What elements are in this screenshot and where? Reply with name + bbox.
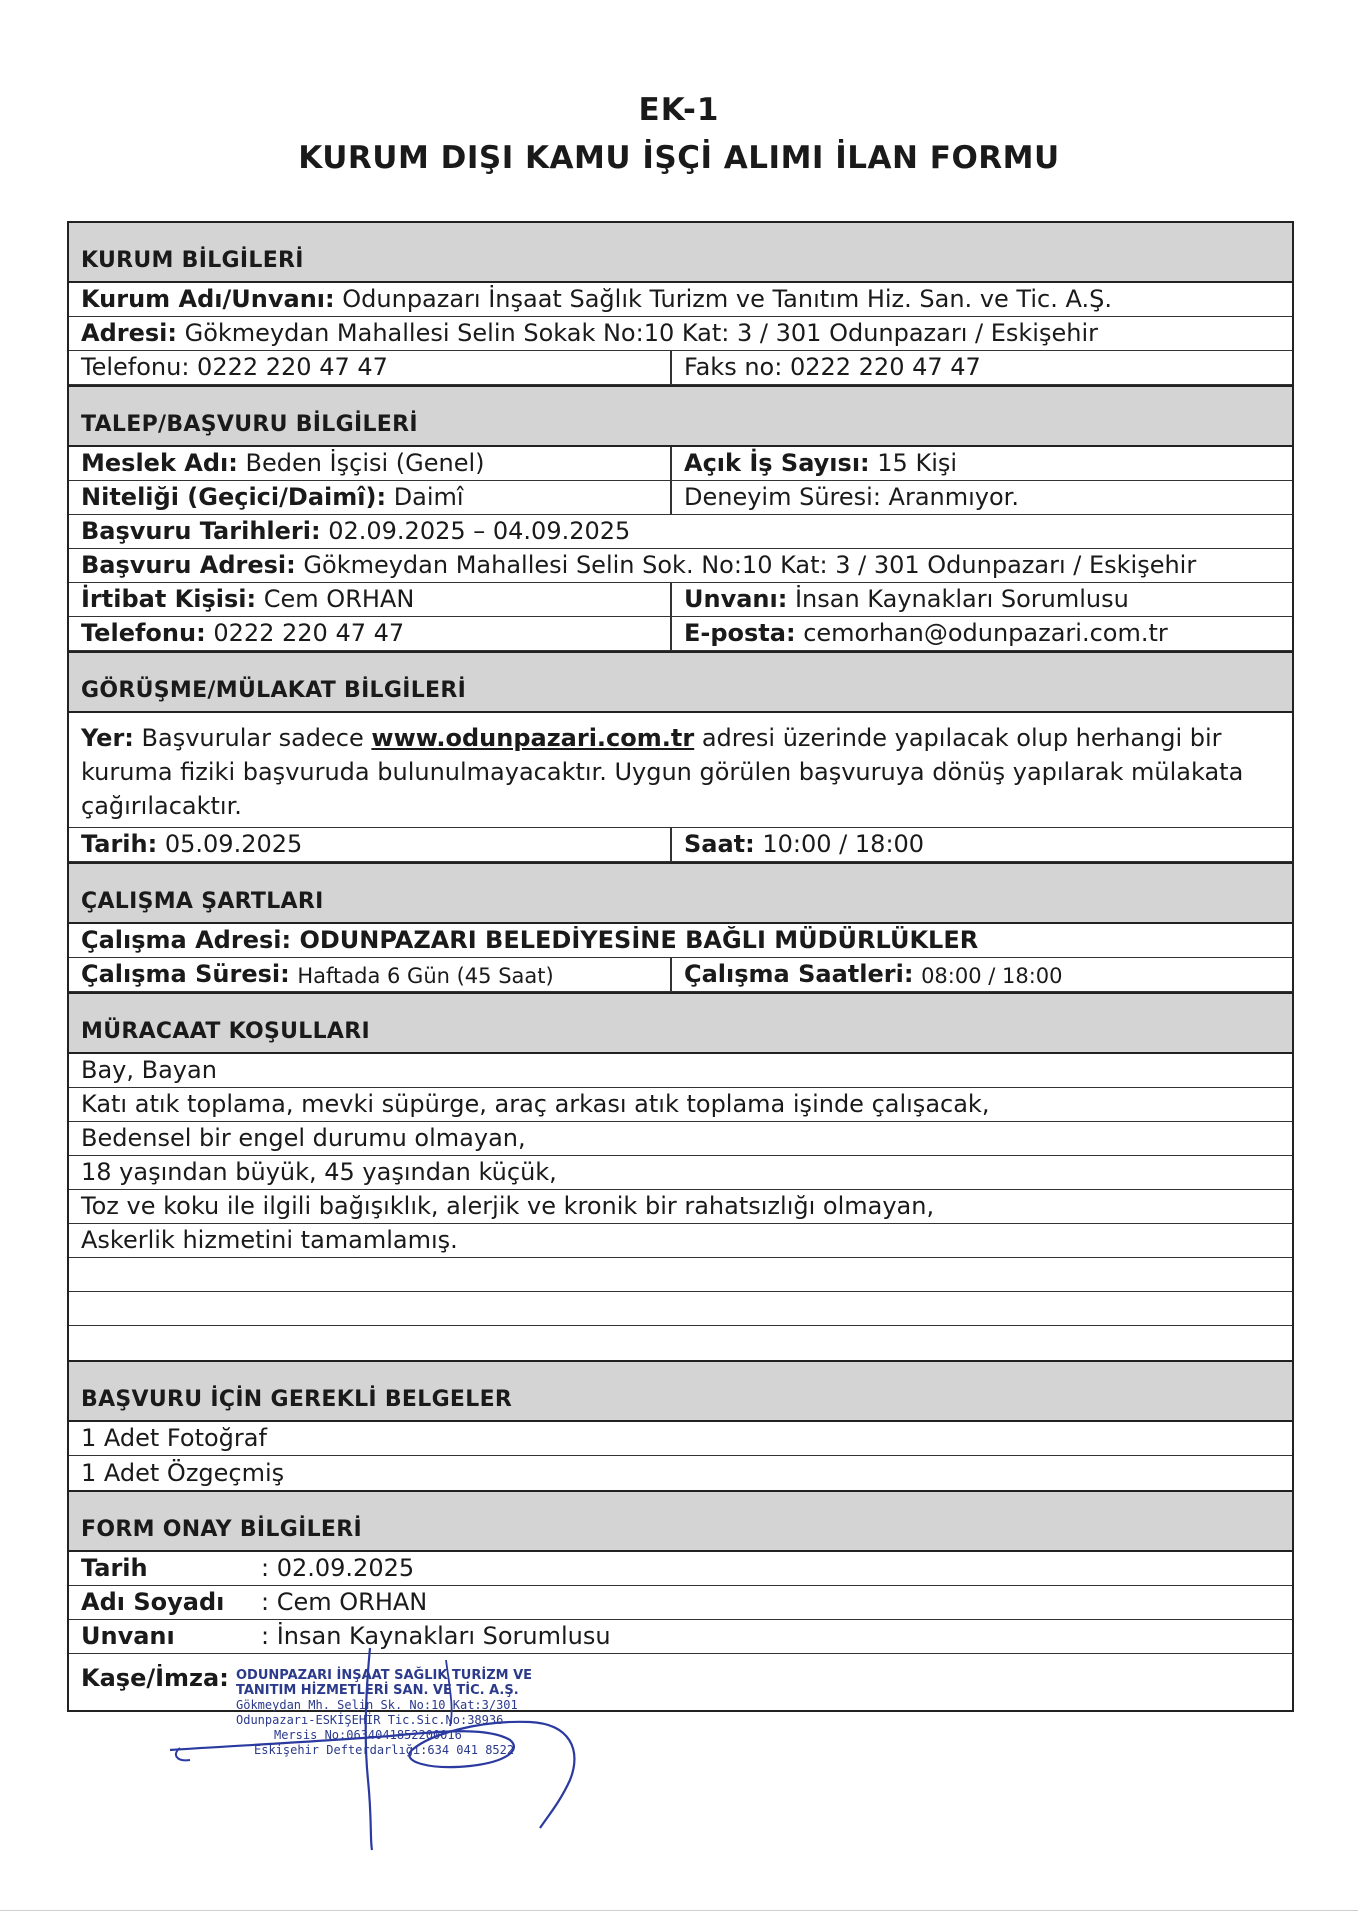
calisma-adres-value: ODUNPAZARI BELEDİYESİNE BAĞLI MÜDÜRLÜKLER: [299, 926, 979, 954]
form-header: [0, 92, 1358, 176]
row-nitelik: [69, 481, 1292, 515]
list-item: [69, 1122, 1292, 1156]
eposta-value: cemorhan@odunpazari.com.tr: [803, 619, 1168, 647]
row-basvuru-adresi: [69, 549, 1292, 583]
acik-is-label: Açık İş Sayısı:: [684, 449, 870, 477]
row-gorusme-zaman: [69, 828, 1292, 862]
row-kurum-iletisim: [69, 351, 1292, 385]
row-onay-ad: [69, 1586, 1292, 1620]
row-calisma-sure: [69, 958, 1292, 992]
list-item: [69, 1224, 1292, 1258]
onay-tarih-value: : 02.09.2025: [261, 1554, 415, 1582]
list-item: [69, 1088, 1292, 1122]
belge-item-2: 1 Adet Özgeçmiş: [81, 1459, 285, 1487]
list-item: [69, 1054, 1292, 1088]
stamp-line-1: ODUNPAZARI İNŞAAT SAĞLIK TURİZM VE: [236, 1668, 533, 1683]
signature-icon: [150, 1630, 610, 1870]
list-item: [69, 1156, 1292, 1190]
muracaat-item-3: Bedensel bir engel durumu olmayan,: [81, 1124, 526, 1152]
calisma-sure-value: Haftada 6 Gün (45 Saat): [297, 964, 554, 988]
irtibat-value: Cem ORHAN: [263, 585, 415, 613]
muracaat-item-2: Katı atık toplama, mevki süpürge, araç arkası atık toplama işinde çalışacak,: [81, 1090, 990, 1118]
section-calisma: ÇALIŞMA ŞARTLARI: [69, 862, 1292, 924]
deneyim-suresi: Deneyim Süresi: Aranmıyor.: [684, 483, 1019, 511]
row-calisma-adresi: [69, 924, 1292, 958]
row-basvuru-tarihleri: [69, 515, 1292, 549]
kase-imza-label: Kaşe/İmza:: [81, 1664, 229, 1692]
onay-unvan-label: Unvanı: [81, 1622, 175, 1650]
nitelik-value: Daimî: [393, 483, 464, 511]
basvuru-adres-label: Başvuru Adresi:: [81, 551, 296, 579]
kurum-adres-value: Gökmeydan Mahallesi Selin Sokak No:10 Kat: 3 / 301 Odunpazarı / Eskişehir: [184, 319, 1098, 347]
form-title: KURUM DIŞI KAMU İŞÇİ ALIMI İLAN FORMU: [298, 140, 1060, 176]
empty-row: [69, 1258, 1292, 1292]
acik-is-value: 15 Kişi: [877, 449, 958, 477]
form-code: EK-1: [638, 92, 720, 128]
row-irtibat: [69, 583, 1292, 617]
page-edge: [0, 1910, 1358, 1911]
row-kurum-adres: [69, 317, 1292, 351]
eposta-label: E-posta:: [684, 619, 796, 647]
yer-text-1: Başvurular sadece: [141, 724, 364, 752]
basvuru-adres-value: Gökmeydan Mahallesi Selin Sok. No:10 Kat: 3 / 301 Odunpazarı / Eskişehir: [303, 551, 1197, 579]
row-kurum-adi: [69, 283, 1292, 317]
onay-unvan-value: : İnsan Kaynakları Sorumlusu: [261, 1622, 611, 1650]
muracaat-item-1: Bay, Bayan: [81, 1056, 217, 1084]
website-link[interactable]: www.odunpazari.com.tr: [371, 724, 695, 752]
muracaat-item-5: Toz ve koku ile ilgili bağışıklık, alerjik ve kronik bir rahatsızlığı olmayan,: [81, 1192, 935, 1220]
irtibat-label: İrtibat Kişisi:: [81, 585, 257, 613]
onay-ad-value: : Cem ORHAN: [261, 1588, 428, 1616]
list-item: [69, 1422, 1292, 1456]
row-talep-iletisim: [69, 617, 1292, 651]
basvuru-tarih-value: 02.09.2025 – 04.09.2025: [328, 517, 631, 545]
list-item: [69, 1456, 1292, 1490]
yer-text-2: adresi üzerinde yapılacak olup herhangi bir kuruma fiziki başvuruda bulunulmayacaktır. Uygun görülen başvuruya dönüş yapılarak mülakata çağırılacaktır.: [81, 724, 1244, 820]
section-kurum: KURUM BİLGİLERİ: [69, 221, 1292, 283]
muracaat-item-4: 18 yaşından büyük, 45 yaşından küçük,: [81, 1158, 557, 1186]
stamp-line-5: Mersis No:0634041852200016: [274, 1728, 462, 1742]
stamp-line-2: TANITIM HİZMETLERİ SAN. VE TİC. A.Ş.: [236, 1683, 519, 1698]
yer-label: Yer:: [81, 724, 134, 752]
kurum-adi-label: Kurum Adı/Unvanı:: [81, 285, 335, 313]
stamp-line-6: Eskişehir Defterdarlığı:634 041 8522: [254, 1743, 515, 1757]
row-gorusme-yer: [69, 713, 1292, 828]
gorusme-tarih-label: Tarih:: [81, 830, 158, 858]
nitelik-label: Niteliği (Geçici/Daimî):: [81, 483, 387, 511]
unvan-label: Unvanı:: [684, 585, 788, 613]
calisma-saat-label: Çalışma Saatleri:: [684, 960, 914, 988]
saat-label: Saat:: [684, 830, 755, 858]
basvuru-tarih-label: Başvuru Tarihleri:: [81, 517, 321, 545]
announcement-form: [67, 221, 1294, 1712]
empty-row: [69, 1326, 1292, 1360]
onay-tarih-label: Tarih: [81, 1554, 148, 1582]
row-onay-tarih: [69, 1552, 1292, 1586]
kurum-faks: Faks no: 0222 220 47 47: [684, 353, 981, 381]
talep-telefon-value: 0222 220 47 47: [213, 619, 405, 647]
section-onay: FORM ONAY BİLGİLERİ: [69, 1490, 1292, 1552]
section-muracaat: MÜRACAAT KOŞULLARI: [69, 992, 1292, 1054]
gorusme-tarih-value: 05.09.2025: [164, 830, 303, 858]
calisma-adres-label: Çalışma Adresi:: [81, 926, 292, 954]
belge-item-1: 1 Adet Fotoğraf: [81, 1424, 267, 1452]
section-belgeler: BAŞVURU İÇİN GEREKLİ BELGELER: [69, 1360, 1292, 1422]
stamp-line-4: Odunpazarı-ESKİŞEHİR Tic.Sic.No:38936: [236, 1713, 504, 1727]
stamp-line-3: Gökmeydan Mh. Selin Sk. No:10 Kat:3/301: [236, 1698, 518, 1712]
kurum-adi-value: Odunpazarı İnşaat Sağlık Turizm ve Tanıtım Hiz. San. ve Tic. A.Ş.: [342, 285, 1112, 313]
meslek-value: Beden İşçisi (Genel): [245, 449, 485, 477]
meslek-label: Meslek Adı:: [81, 449, 238, 477]
unvan-value: İnsan Kaynakları Sorumlusu: [794, 585, 1129, 613]
section-talep: TALEP/BAŞVURU BİLGİLERİ: [69, 385, 1292, 447]
kurum-telefon: Telefonu: 0222 220 47 47: [81, 353, 388, 381]
muracaat-item-6: Askerlik hizmetini tamamlamış.: [81, 1226, 458, 1254]
saat-value: 10:00 / 18:00: [762, 830, 925, 858]
section-gorusme: GÖRÜŞME/MÜLAKAT BİLGİLERİ: [69, 651, 1292, 713]
row-meslek: [69, 447, 1292, 481]
calisma-saat-value: 08:00 / 18:00: [921, 964, 1063, 988]
onay-ad-label: Adı Soyadı: [81, 1588, 225, 1616]
empty-row: [69, 1292, 1292, 1326]
kurum-adres-label: Adresi:: [81, 319, 177, 347]
list-item: [69, 1190, 1292, 1224]
calisma-sure-label: Çalışma Süresi:: [81, 960, 290, 988]
talep-telefon-label: Telefonu:: [81, 619, 206, 647]
